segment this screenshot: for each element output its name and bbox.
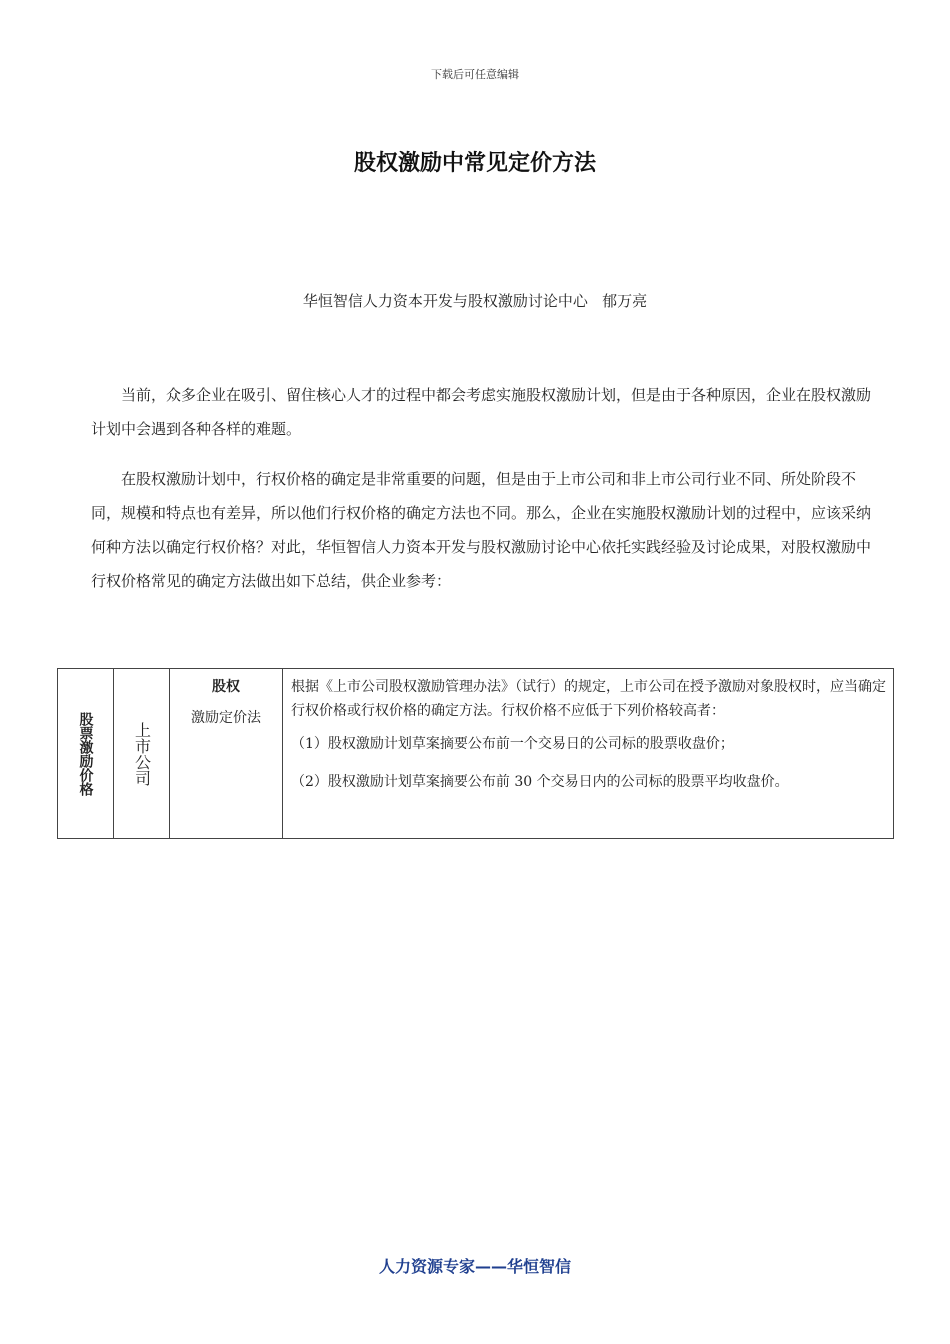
method-label: 股权 — [212, 679, 240, 695]
price-rule-item: （2）股权激励计划草案摘要公布前 30 个交易日内的公司标的股票平均收盘价。 — [291, 774, 789, 790]
method-cell — [170, 669, 283, 839]
intro-paragraph — [91, 378, 871, 446]
category-label: 股票激励价格 — [77, 711, 94, 796]
document-title: 股权激励中常见定价方法 — [353, 150, 596, 176]
footer-brand: 人力资源专家——华恒智信 — [378, 1257, 571, 1276]
price-rule-item: （1）股权激励计划草案摘要公布前一个交易日的公司标的股票收盘价； — [291, 736, 734, 752]
table-row — [58, 669, 894, 839]
company-type-cell — [114, 669, 170, 839]
method-name: 激励定价法 — [191, 710, 261, 726]
paragraph-text: 当前，众多企业在吸引、留住核心人才的过程中都会考虑实施股权激励计划，但是由于各种原因，企业在股权激励计划中会遇到各种各样的难题。 — [91, 386, 872, 438]
company-type-label: 上市公司 — [132, 721, 152, 786]
pricing-method-table — [57, 668, 894, 839]
description-text: 根据《上市公司股权激励管理办法》（试行）的规定，上市公司在授予激励对象股权时，应当确定行权价格或行权价格的确定方法。行权价格不应低于下列价格较高者： — [291, 679, 886, 719]
category-cell — [58, 669, 114, 839]
description-cell — [283, 669, 894, 839]
author-line: 华恒智信人力资本开发与股权激励讨论中心 郁万亮 — [302, 292, 648, 310]
paragraph-text: 在股权激励计划中，行权价格的确定是非常重要的问题，但是由于上市公司和非上市公司行业不同、所处阶段不同，规模和特点也有差异，所以他们行权价格的确定方法也不同。那么，企业在实施股权激励计划的过程中，应该采纳何种方法以确定行权价格？对此，华恒智信人力资本开发与股权激励讨论中心依托实践经验及讨论成果，对股权激励中行权价格常见的确定方法做出如下总结，供企业参考： — [91, 470, 872, 590]
header-note: 下载后可任意编辑 — [431, 68, 519, 81]
context-paragraph — [91, 462, 871, 598]
